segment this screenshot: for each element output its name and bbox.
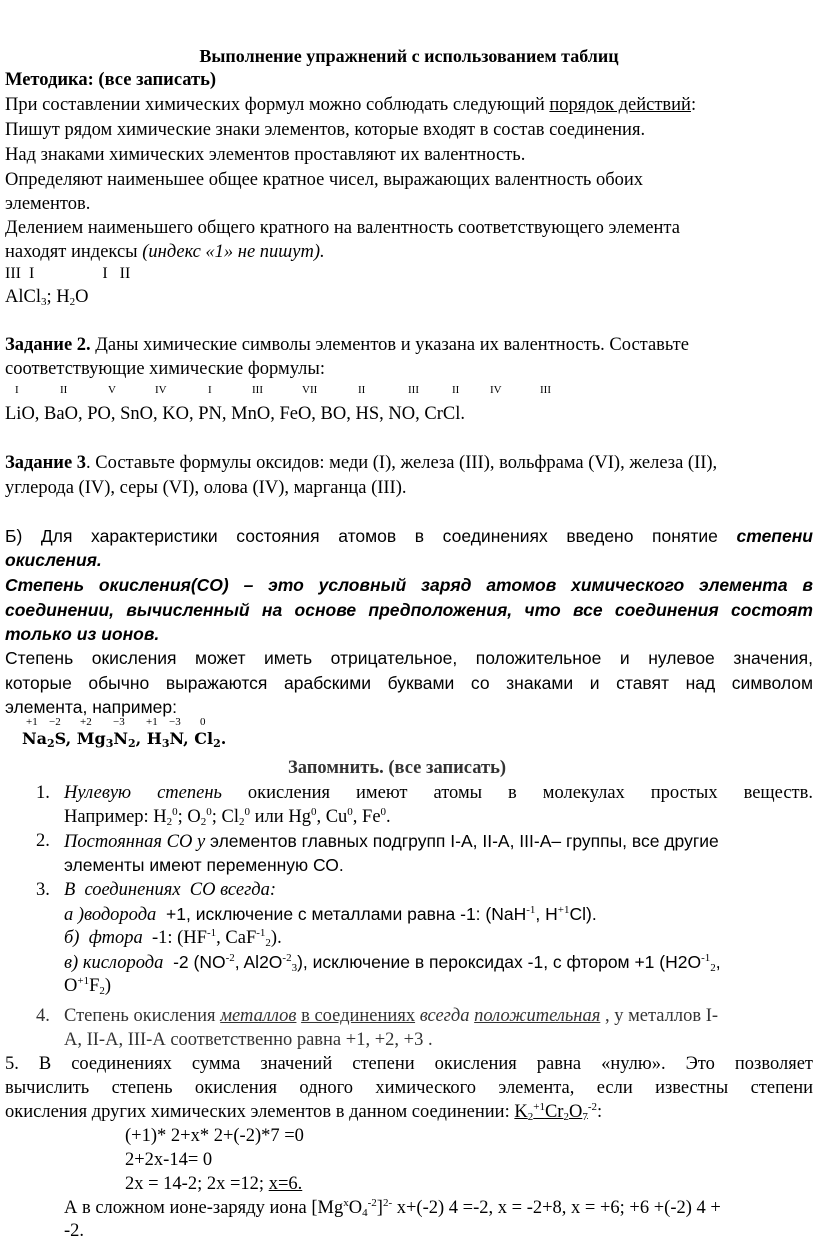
dichromate-formula: $K_2^{+1}Cr_2O_7$	[514, 1101, 588, 1123]
remember-item-3-fluorine: б) фтора -1: ($HF^{-1}$, CaF$^{-1}_2$).	[64, 927, 282, 949]
ox-state: −3	[113, 716, 125, 728]
ox-state: −2	[49, 716, 61, 728]
valence: I	[15, 384, 19, 396]
valence: IV	[155, 384, 167, 396]
ox-state: +1	[146, 716, 158, 728]
task2-text: Задание 2. Даны химические символы элементов и указана их валентность. Составьте	[5, 335, 689, 355]
remember-item-4: 4. Степень окисления металлов в соединениях всегда положительная , у металлов I-	[36, 1006, 719, 1026]
method-heading: Методика: (все записать)	[5, 70, 217, 90]
valence: II	[358, 384, 366, 396]
valence: II	[60, 384, 68, 396]
method-step-4-cont: находят индексы (индекс «1» не пишут).	[5, 242, 325, 262]
valence: VII	[302, 384, 318, 396]
page-title: Выполнение упражнений с использованием таблиц	[199, 46, 619, 66]
remember-item-3-oxygen-cont: $O^{+1}F_2$)	[64, 975, 112, 997]
method-step-2: Над знаками химических элементов проставляют их валентность.	[5, 145, 526, 165]
remember-heading: Запомнить. (все записать)	[288, 758, 507, 778]
method-step-3: Определяют наименьшее общее кратное чисел, выражающих валентность обоих	[5, 170, 644, 190]
equation-3: 2x = 14-2; 2x =12; x=6.	[125, 1174, 303, 1194]
actions-link: порядок действий	[549, 95, 691, 115]
valence: I	[208, 384, 212, 396]
equation-1: (+1)* 2+x* 2+(-2)*7 =0	[125, 1126, 304, 1146]
remember-item-2: 2. Постоянная СО у элементов главных подгрупп I-А, II-А, III-А– группы, все другие	[36, 831, 719, 852]
valence: IV	[490, 384, 502, 396]
task2-text-cont: соответствующие химические формулы:	[5, 359, 325, 379]
section-b-para-1: Степень окисления может иметь отрицательное, положительное и нулевое значения,	[5, 648, 813, 668]
remember-item-1: 1. Нулевую степень окисления имеют атомы в молекулах простых веществ.	[36, 783, 814, 803]
task2-label: Задание 2.	[5, 335, 91, 355]
complex-ion-line-cont: -2.	[64, 1221, 85, 1241]
valence: V	[108, 384, 116, 396]
section-b-para-2: которые обычно выражаются арабскими буквами со знаками и ставят над символом	[5, 673, 813, 693]
ox-state: −3	[169, 716, 181, 728]
task2-formulas: LiO, BaO, PO, SnO, KO, PN, MnO, FeO, BO, HS, NO, CrCl.	[5, 404, 465, 424]
method-intro: При составлении химических формул можно соблюдать следующий порядок действий:	[5, 95, 697, 115]
section-b-term: окисления.	[5, 550, 102, 570]
remember-item-2-cont: элементы имеют переменную СО.	[64, 855, 344, 875]
complex-ion-line: А в сложном ионе-заряду иона $[Mg^xO_4^{-2}]^{2-}$ x+(-2) 4 =-2, x = -2+8, x = +6; +6 +(-2) 4 +	[64, 1197, 721, 1219]
section-b-intro: Б) Для характеристики состояния атомов в соединениях введено понятие степени	[5, 526, 813, 546]
valence-line: III I I II	[5, 265, 131, 282]
remember-item-3-oxygen: в) кислорода -2 ($NO^{-2}$, $Al2O^{-2}_3$), исключение в пероксидах -1, с фтором +1 ($H2O^{-1}_2$,	[64, 952, 721, 974]
method-step-4: Делением наименьшего общего кратного на валентность соответствующего элемента	[5, 218, 680, 238]
task3-text-cont: углерода (IV), серы (VI), олова (IV), марганца (III).	[5, 478, 407, 498]
ox-state: +1	[26, 716, 38, 728]
oxidation-examples: $Na_2S$, $Mg_3N_2$, $H_3N$, $Cl_2$.	[22, 729, 227, 750]
valence: III	[540, 384, 551, 396]
remember-item-5-line-2: вычислить степень окисления одного химического элемента, если известны степени	[5, 1078, 813, 1098]
ox-state: +2	[80, 716, 92, 728]
method-step-1: Пишут рядом химические знаки элементов, которые входят в состав соединения.	[5, 120, 646, 140]
definition-line-2: соединении, вычисленный на основе предположения, что все соединения состоят	[5, 600, 813, 620]
equation-2: 2+2x-14= 0	[125, 1150, 213, 1170]
remember-item-3: 3. В соединениях СО всегда:	[36, 880, 277, 900]
remember-item-1-example: Например: $H_2^0$; $O_2^0$; $Cl_2^0$ или Hg$^0$, Cu$^0$, Fe$^0$.	[64, 806, 391, 828]
valence: III	[252, 384, 263, 396]
valence: II	[452, 384, 460, 396]
remember-item-4-cont: А, II-А, III-А соответственно равна +1, +2, +3 .	[64, 1030, 433, 1050]
definition-line-3: только из ионов.	[5, 624, 160, 644]
task3-text: Задание 3. Составьте формулы оксидов: меди (I), железа (III), вольфрама (VI), железа (II),	[5, 453, 718, 473]
example-formulas: AlCl$_3$; $H_2O$	[5, 287, 89, 308]
method-step-3-cont: элементов.	[5, 194, 91, 214]
remember-item-3-hydrogen: а )водорода +1, исключение с металлами равна -1: (NaH$^{-1}$, $H^{+1}Cl$).	[64, 904, 597, 925]
remember-item-5-line-3: окисления других химических элементов в данном соединении: $K_2^{+1}Cr_2O_7^{-2}$:	[5, 1101, 603, 1123]
remember-item-5-line-1: 5. В соединениях сумма значений степени окисления равна «нулю». Это позволяет	[5, 1054, 813, 1074]
task2-valences	[0, 384, 816, 400]
definition-line-1: Степень окисления(СО) – это условный заряд атомов химического элемента в	[5, 575, 813, 595]
valence: III	[408, 384, 419, 396]
ox-state: 0	[200, 716, 206, 728]
task3-label: Задание 3	[5, 453, 87, 473]
section-b-para-3: элемента, например:	[5, 697, 177, 717]
